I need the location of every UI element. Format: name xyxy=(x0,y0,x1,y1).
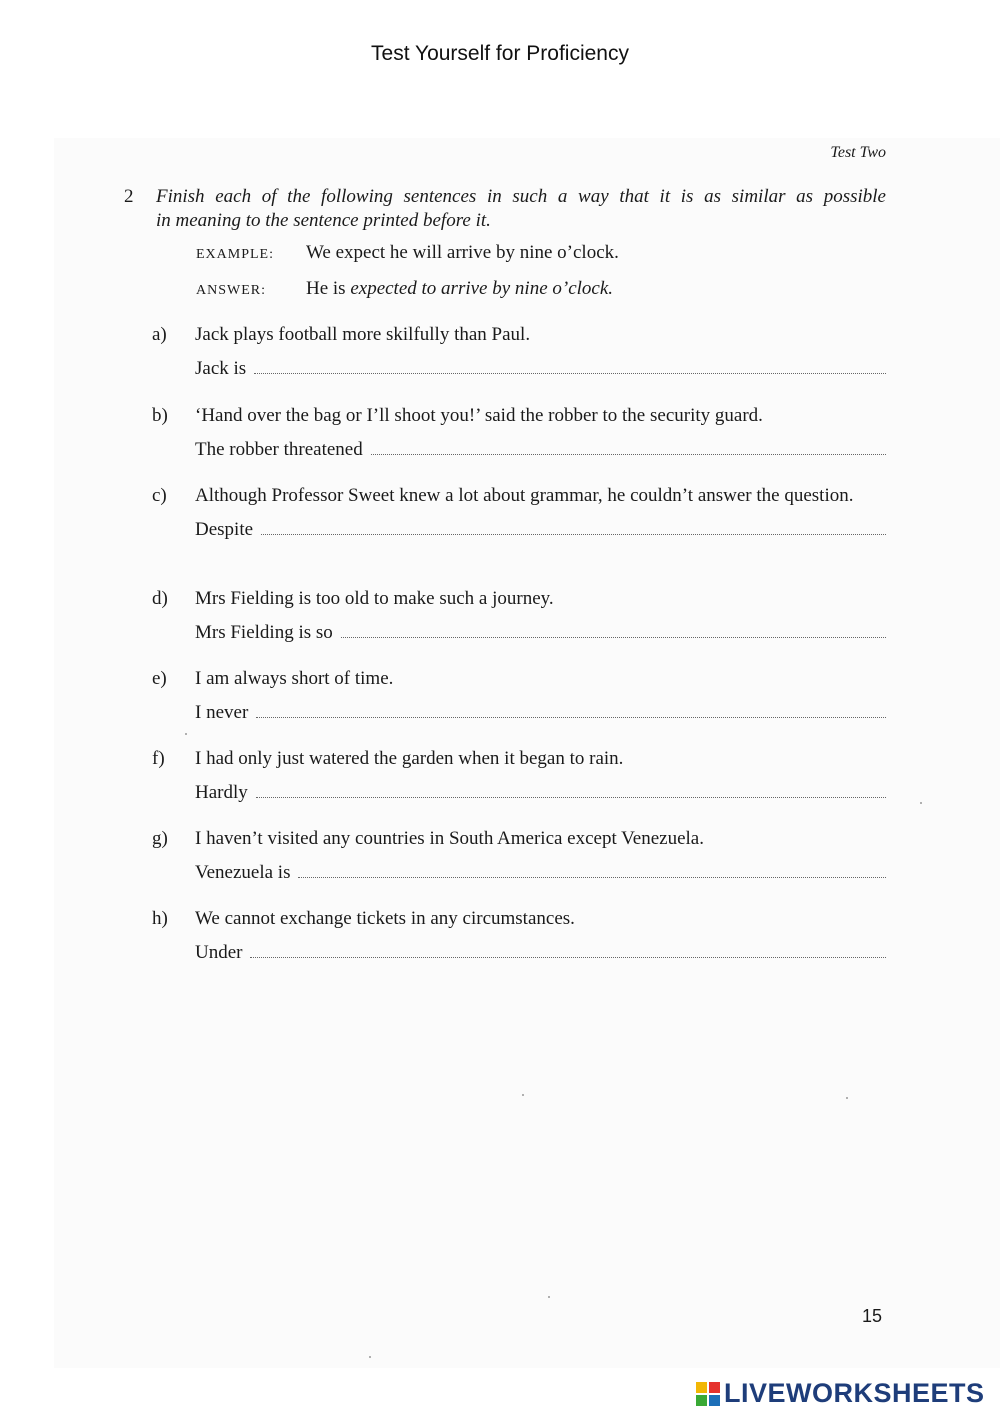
scan-speck xyxy=(522,1094,524,1096)
item-prompt: I had only just watered the garden when it began to rain. xyxy=(195,748,624,769)
item-letter: f) xyxy=(152,748,165,769)
example-label: EXAMPLE: xyxy=(196,247,274,262)
liveworksheets-logo-icon xyxy=(696,1382,720,1406)
running-head: Test Two xyxy=(830,144,886,161)
item-letter: b) xyxy=(152,405,168,426)
answer-start: He is xyxy=(306,278,346,299)
answer-line xyxy=(195,438,886,461)
instruction-line: in meaning to the sentence printed before it. xyxy=(156,210,491,231)
answer-line xyxy=(195,781,886,804)
answer-stem: I never xyxy=(195,702,249,723)
exercise-item-f xyxy=(152,747,886,804)
answer-line xyxy=(195,941,886,964)
answer-row xyxy=(196,278,619,314)
answer-line xyxy=(195,518,886,541)
example-row xyxy=(196,242,619,278)
instruction-text xyxy=(156,185,886,233)
answer-input-b[interactable] xyxy=(371,440,886,455)
task-number: 2 xyxy=(124,186,134,207)
scan-speck xyxy=(920,802,922,804)
answer-line xyxy=(195,357,886,380)
item-prompt: Mrs Fielding is too old to make such a journey. xyxy=(195,588,554,609)
scan-speck xyxy=(369,1356,371,1358)
item-letter: h) xyxy=(152,908,168,929)
answer-input-f[interactable] xyxy=(256,783,886,798)
item-prompt: We cannot exchange tickets in any circumstances. xyxy=(195,908,575,929)
answer-input-d[interactable] xyxy=(341,623,886,638)
scan-speck xyxy=(846,1097,848,1099)
answer-stem: Under xyxy=(195,942,243,963)
item-prompt: I haven’t visited any countries in South America except Venezuela. xyxy=(195,828,704,849)
answer-line xyxy=(195,861,886,884)
answer-line xyxy=(195,621,886,644)
answer-line xyxy=(195,701,886,724)
item-prompt: Although Professor Sweet knew a lot about grammar, he couldn’t answer the question. xyxy=(195,485,854,506)
liveworksheets-brand[interactable] xyxy=(696,1378,985,1409)
exercise-item-d xyxy=(152,587,886,644)
answer-stem: Jack is xyxy=(195,358,247,379)
task-instruction xyxy=(124,185,886,233)
item-letter: g) xyxy=(152,828,168,849)
item-letter: d) xyxy=(152,588,168,609)
exercise-item-h xyxy=(152,907,886,964)
brand-name: LIVEWORKSHEETS xyxy=(724,1378,985,1408)
item-letter: e) xyxy=(152,668,167,689)
exercise-item-g xyxy=(152,827,886,884)
instruction-line: Finish each of the following sentences in such a way that it is as similar as possible xyxy=(156,186,886,207)
answer-completion: expected to arrive by nine o’clock. xyxy=(350,278,614,299)
answer-input-e[interactable] xyxy=(256,703,886,718)
answer-input-a[interactable] xyxy=(254,359,886,374)
item-letter: c) xyxy=(152,485,167,506)
exercise-item-c xyxy=(152,484,886,541)
item-prompt: ‘Hand over the bag or I’ll shoot you!’ said the robber to the security guard. xyxy=(195,405,763,426)
exercise-item-b xyxy=(152,404,886,461)
answer-input-h[interactable] xyxy=(250,943,886,958)
item-prompt: Jack plays football more skilfully than Paul. xyxy=(195,324,531,345)
page-number: 15 xyxy=(861,1306,882,1326)
answer-label: ANSWER: xyxy=(196,283,266,298)
answer-stem: The robber threatened xyxy=(195,439,363,460)
answer-input-c[interactable] xyxy=(261,520,886,535)
example-block xyxy=(196,242,619,314)
scan-speck xyxy=(185,733,187,735)
exercise-item-e xyxy=(152,667,886,724)
page-header-title: Test Yourself for Proficiency xyxy=(371,42,629,65)
scan-speck xyxy=(548,1296,550,1298)
item-letter: a) xyxy=(152,324,167,345)
answer-stem: Mrs Fielding is so xyxy=(195,622,333,643)
answer-input-g[interactable] xyxy=(298,863,886,878)
exercise-item-a xyxy=(152,323,886,380)
item-prompt: I am always short of time. xyxy=(195,668,394,689)
answer-stem: Despite xyxy=(195,519,254,540)
example-sentence: We expect he will arrive by nine o’clock. xyxy=(306,242,619,263)
answer-stem: Venezuela is xyxy=(195,862,291,883)
answer-stem: Hardly xyxy=(195,782,248,803)
